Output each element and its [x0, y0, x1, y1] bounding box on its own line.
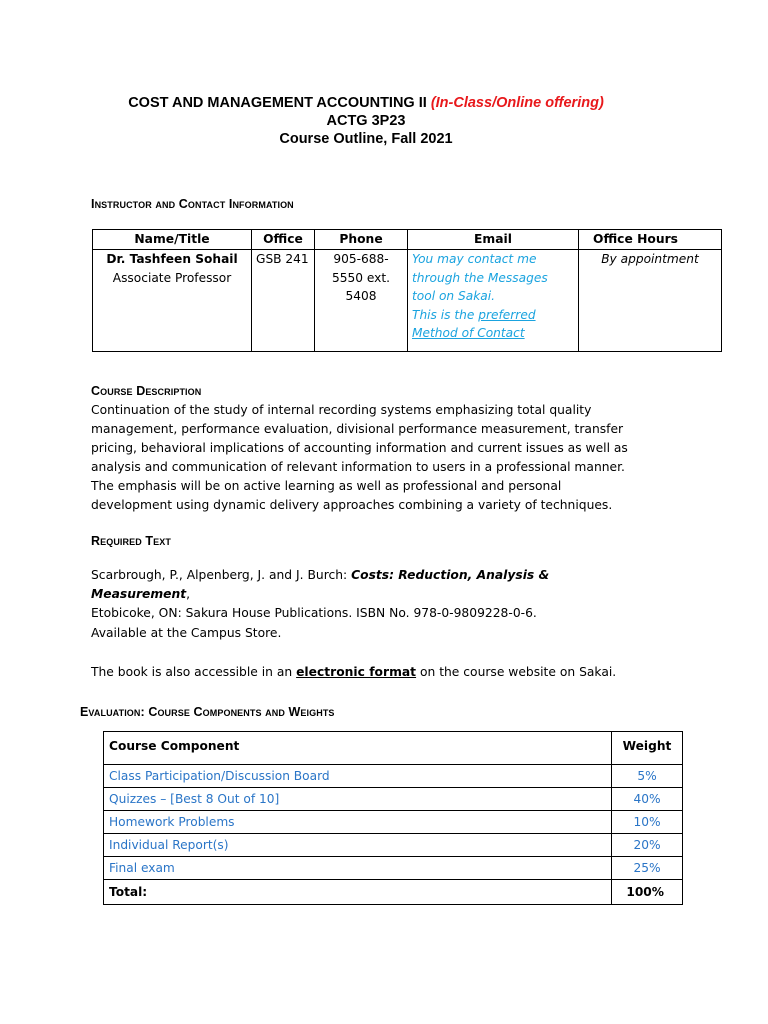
- evaluation-total-row: [104, 880, 683, 905]
- method-of-contact-link[interactable]: Method of Contact: [412, 326, 525, 340]
- required-text-heading: Required Text: [91, 534, 171, 548]
- preferred-link[interactable]: preferred: [478, 307, 536, 322]
- evaluation-row: [104, 788, 683, 811]
- component-weight: 10%: [612, 811, 683, 834]
- availability-text: Available at the Campus Store.: [91, 626, 282, 640]
- component-weight: 40%: [612, 788, 683, 811]
- citation: [91, 566, 651, 623]
- col-phone: Phone: [315, 230, 408, 250]
- email-line: tool on Sakai.: [412, 289, 495, 303]
- office-cell: GSB 241: [252, 250, 315, 352]
- evaluation-table-header: [104, 732, 683, 765]
- instructor-table: [92, 229, 722, 352]
- phone-cell: [315, 250, 408, 352]
- description-line: Continuation of the study of internal recording systems emphasizing total quality: [91, 403, 592, 417]
- description-line: pricing, behavioral implications of accounting information and current issues as well as: [91, 441, 628, 455]
- citation-publisher: Etobicoke, ON: Sakura House Publications. ISBN No. 978-0-9809228-0-6.: [91, 606, 537, 620]
- phone-line: 5550 ext.: [331, 270, 391, 285]
- electronic-prefix: The book is also accessible in an: [91, 665, 297, 679]
- title-block: [0, 94, 732, 148]
- total-label: Total:: [104, 880, 612, 905]
- description-line: development using dynamic delivery approaches combining a variety of techniques.: [91, 498, 613, 512]
- email-line: You may contact me: [412, 252, 537, 266]
- col-email: Email: [408, 230, 579, 250]
- evaluation-row: [104, 765, 683, 788]
- email-line: through the Messages: [412, 270, 548, 285]
- col-course-component: Course Component: [104, 732, 612, 765]
- instructor-title: Associate Professor: [112, 270, 232, 285]
- offering-note: (In-Class/Online offering): [430, 95, 604, 111]
- email-pref-prefix: This is the: [412, 307, 479, 322]
- course-title: COST AND MANAGEMENT ACCOUNTING II: [128, 95, 427, 111]
- description-heading: Course Description: [91, 384, 202, 398]
- electronic-text: [91, 663, 651, 682]
- evaluation-row: [104, 834, 683, 857]
- component-weight: 20%: [612, 834, 683, 857]
- electronic-suffix: on the course website on Sakai.: [416, 665, 617, 679]
- component-weight: 25%: [612, 857, 683, 880]
- citation-line-1: [91, 566, 651, 604]
- outline-term: Course Outline, Fall 2021: [279, 131, 453, 147]
- description-body: [91, 401, 631, 515]
- component-weight: 5%: [612, 765, 683, 788]
- description-line: management, performance evaluation, divisional performance measurement, transfer: [91, 422, 624, 436]
- evaluation-row: [104, 857, 683, 880]
- component-name: Homework Problems: [104, 811, 612, 834]
- evaluation-row: [104, 811, 683, 834]
- component-name: Quizzes – [Best 8 Out of 10]: [104, 788, 612, 811]
- evaluation-table: [103, 731, 683, 905]
- instructor-name: Dr. Tashfeen Sohail: [106, 252, 238, 266]
- citation-comma: ,: [186, 587, 191, 601]
- instructor-row: [93, 250, 722, 352]
- total-weight: 100%: [612, 880, 683, 905]
- phone-line: 905-688-: [333, 252, 389, 266]
- component-name: Final exam: [104, 857, 612, 880]
- course-code: ACTG 3P23: [326, 113, 406, 129]
- instructor-name-cell: [93, 250, 252, 352]
- instructor-table-header: [93, 230, 722, 250]
- title-line: [0, 94, 732, 112]
- description-line: The emphasis will be on active learning as well as professional and personal: [91, 479, 562, 493]
- col-weight: Weight: [612, 732, 683, 765]
- component-name: Class Participation/Discussion Board: [104, 765, 612, 788]
- description-line: analysis and communication of relevant information to users in a professional manner.: [91, 460, 625, 474]
- col-office: Office: [252, 230, 315, 250]
- phone-line: 5408: [345, 289, 377, 303]
- email-pref-line: [412, 306, 574, 325]
- evaluation-heading: Evaluation: Course Components and Weights: [80, 705, 335, 719]
- book-title: Costs: Reduction, Analysis & Measurement: [91, 568, 550, 601]
- component-name: Individual Report(s): [104, 834, 612, 857]
- email-cell: [408, 250, 579, 352]
- electronic-format-link[interactable]: electronic format: [296, 665, 417, 679]
- instructor-heading: Instructor and Contact Information: [91, 197, 294, 211]
- col-name-title: Name/Title: [93, 230, 252, 250]
- citation-authors: Scarbrough, P., Alpenberg, J. and J. Burch:: [91, 568, 352, 582]
- office-hours-cell: By appointment: [579, 250, 722, 352]
- col-office-hours: Office Hours: [579, 230, 722, 250]
